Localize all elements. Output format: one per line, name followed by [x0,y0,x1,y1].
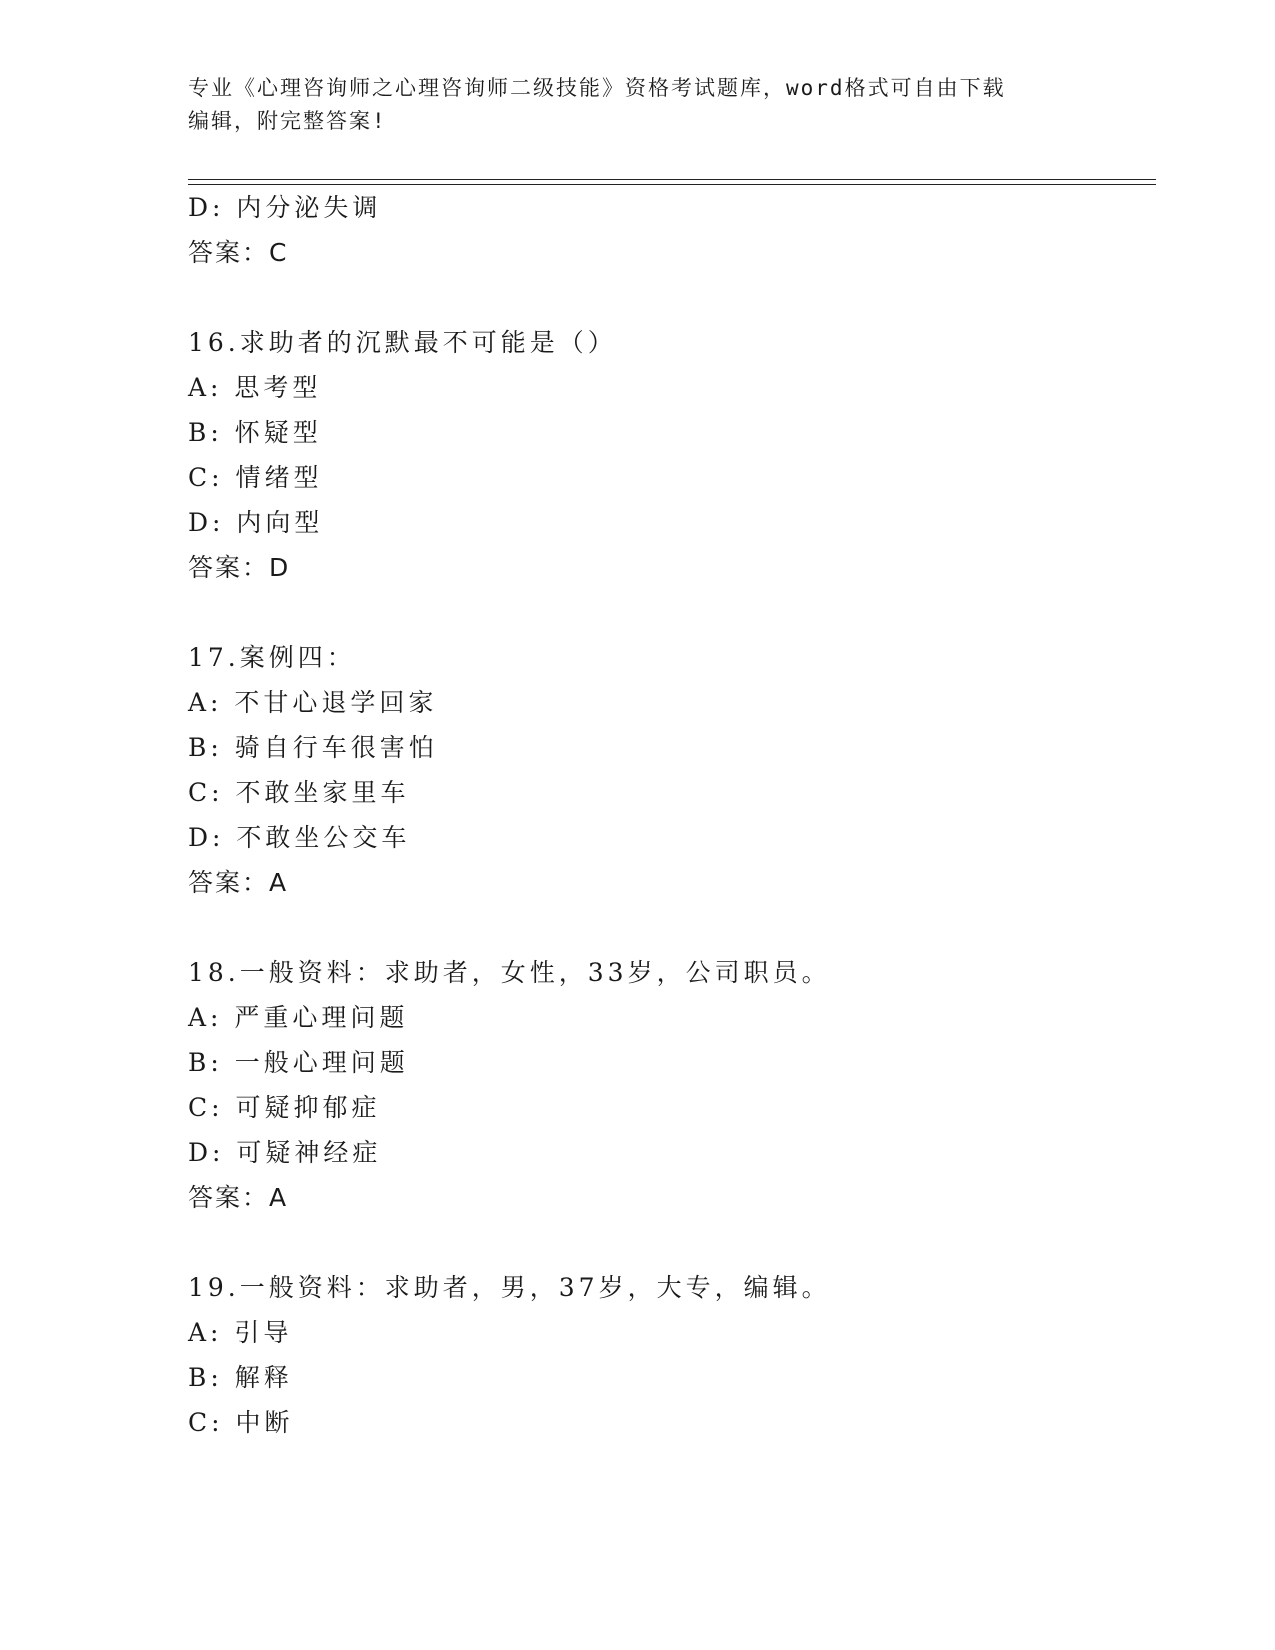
q17-stem: 17.案例四： [188,643,356,672]
header-divider-bottom [188,184,1156,185]
q15-option-d: D: 内分泌失调 [188,193,382,222]
q18-stem: 18.一般资料：求助者，女性，33岁，公司职员。 [188,958,831,987]
q17-option-a: A: 不甘心退学回家 [188,688,438,717]
q17-answer: 答案：A [188,868,289,897]
q15-answer: 答案：C [188,238,289,267]
q19-stem: 19.一般资料：求助者，男，37岁，大专，编辑。 [188,1273,831,1302]
q18-option-a: A: 严重心理问题 [188,1003,409,1032]
header-divider-top [188,179,1156,180]
header-line-1: 专业《心理咨询师之心理咨询师二级技能》资格考试题库，word格式可自由下载 [188,76,1006,100]
q16-option-d: D: 内向型 [188,508,324,537]
q19-option-b: B: 解释 [188,1363,293,1392]
q17-option-c: C: 不敢坐家里车 [188,778,410,807]
q18-answer: 答案：A [188,1183,289,1212]
q18-option-c: C: 可疑抑郁症 [188,1093,381,1122]
q19-option-c: C: 中断 [188,1408,294,1437]
q19-option-a: A: 引导 [188,1318,293,1347]
q16-option-c: C: 情绪型 [188,463,323,492]
q17-option-b: B: 骑自行车很害怕 [188,733,438,762]
q16-answer: 答案：D [188,553,291,582]
q16-option-a: A: 思考型 [188,373,322,402]
header-line-2: 编辑，附完整答案! [188,109,387,133]
q16-stem: 16.求助者的沉默最不可能是（） [188,328,617,357]
document-header [188,72,1088,138]
q18-option-b: B: 一般心理问题 [188,1048,409,1077]
q18-option-d: D: 可疑神经症 [188,1138,382,1167]
q16-option-b: B: 怀疑型 [188,418,322,447]
q17-option-d: D: 不敢坐公交车 [188,823,411,852]
